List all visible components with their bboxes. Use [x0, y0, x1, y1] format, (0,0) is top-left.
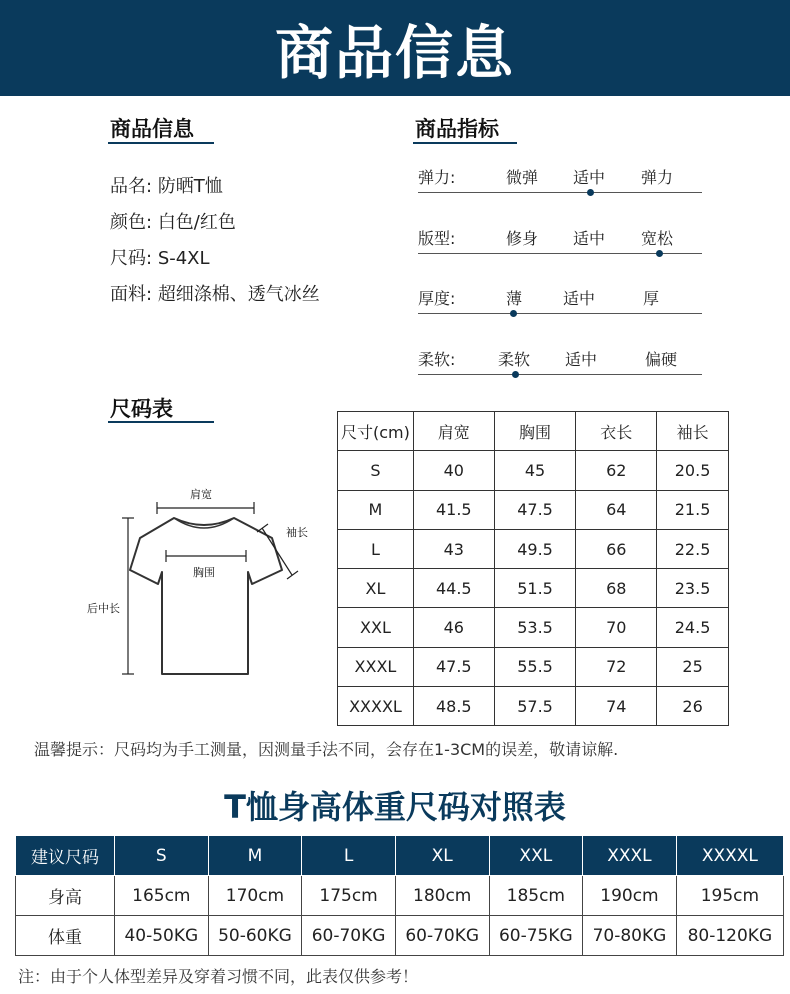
indicator-option: 厚 — [643, 289, 660, 308]
table-cell: 49.5 — [494, 529, 576, 568]
table-cell: M — [338, 490, 414, 529]
table-cell: 47.5 — [413, 647, 494, 686]
reference-note: 注：由于个人体型差异及穿着习惯不同，此表仅供参考！ — [18, 967, 419, 986]
indicator-option: 适中 — [573, 168, 606, 187]
table-cell: 47.5 — [494, 490, 576, 529]
indicator-option: 薄 — [506, 289, 523, 308]
table-cell: 74 — [576, 687, 657, 726]
table-cell: 64 — [576, 490, 657, 529]
indicator-marker — [510, 310, 517, 317]
table-row — [16, 876, 784, 916]
info-row-size — [110, 244, 210, 270]
info-value: S-4XL — [157, 248, 210, 269]
table-cell: 190cm — [583, 876, 677, 916]
measurement-tip: 温馨提示：尺码均为手工测量，因测量手法不同，会存在1-3CM的误差，敬请谅解. — [34, 740, 619, 759]
table-cell: XL — [338, 569, 414, 608]
table-cell: 60-70KG — [395, 916, 489, 956]
table-cell: 66 — [576, 529, 657, 568]
table-cell: 51.5 — [494, 569, 576, 608]
row-header-cell: 身高 — [16, 876, 115, 916]
size-chart-heading: 尺码表 — [110, 397, 173, 421]
table-cell: 60-70KG — [302, 916, 396, 956]
table-cell: 43 — [413, 529, 494, 568]
table-cell: 60-75KG — [489, 916, 583, 956]
indicators-heading: 商品指标 — [415, 117, 499, 141]
table-cell: L — [338, 529, 414, 568]
table-cell: 25 — [657, 647, 729, 686]
height-weight-table — [15, 835, 784, 956]
tshirt-diagram — [82, 480, 322, 690]
header-cell: S — [115, 836, 209, 876]
info-value: 超细涤棉、透气冰丝 — [157, 284, 320, 305]
info-label: 品名: — [110, 176, 153, 197]
table-cell: S — [338, 451, 414, 490]
indicator-option: 适中 — [573, 229, 606, 248]
product-info-underline — [108, 142, 214, 144]
table-cell: 57.5 — [494, 687, 576, 726]
table-cell: 50-60KG — [208, 916, 302, 956]
indicator-marker — [512, 371, 519, 378]
size-table-header — [338, 412, 729, 451]
table-cell: 53.5 — [494, 608, 576, 647]
table-cell: 26 — [657, 687, 729, 726]
info-label: 尺码: — [110, 248, 153, 269]
table-cell: 41.5 — [413, 490, 494, 529]
indicator-option: 偏硬 — [645, 350, 678, 369]
product-info-heading: 商品信息 — [110, 117, 194, 141]
table-row — [338, 529, 729, 568]
info-label: 颜色: — [110, 212, 153, 233]
indicator-marker — [587, 189, 594, 196]
chest-label: 胸围 — [193, 566, 215, 579]
page-title: 商品信息 — [274, 19, 515, 87]
indicator-elasticity — [418, 165, 702, 205]
indicator-option: 宽松 — [641, 229, 674, 248]
indicator-label: 厚度: — [418, 289, 456, 308]
info-row-fabric — [110, 280, 320, 306]
table-row — [338, 451, 729, 490]
header-cell: XL — [395, 836, 489, 876]
info-value: 防晒T恤 — [157, 176, 223, 197]
table-cell: XXXL — [338, 647, 414, 686]
table-cell: 195cm — [676, 876, 783, 916]
row-header-cell: 体重 — [16, 916, 115, 956]
table-cell: 68 — [576, 569, 657, 608]
indicator-marker — [656, 250, 663, 257]
table-cell: 70-80KG — [583, 916, 677, 956]
indicator-fit — [418, 226, 702, 266]
indicator-track — [418, 313, 702, 314]
table-row — [338, 490, 729, 529]
height-weight-title: T恤身高体重尺码对照表 — [224, 788, 566, 826]
indicator-option: 微弹 — [506, 168, 539, 187]
table-cell: 180cm — [395, 876, 489, 916]
table-cell: 175cm — [302, 876, 396, 916]
table-cell: 40 — [413, 451, 494, 490]
indicator-track — [418, 192, 702, 193]
indicator-thickness — [418, 286, 702, 326]
table-cell: 44.5 — [413, 569, 494, 608]
header-cell: XXXL — [583, 836, 677, 876]
table-row — [338, 569, 729, 608]
table-row — [338, 608, 729, 647]
table-cell: 46 — [413, 608, 494, 647]
size-table-header-cell: 袖长 — [657, 412, 729, 451]
indicator-option: 适中 — [563, 289, 596, 308]
info-label: 面料: — [110, 284, 153, 305]
table-cell: 170cm — [208, 876, 302, 916]
table-row — [338, 647, 729, 686]
shoulder-label: 肩宽 — [190, 488, 212, 501]
table-cell: 70 — [576, 608, 657, 647]
indicator-option: 弹力 — [641, 168, 674, 187]
table-cell: 165cm — [115, 876, 209, 916]
info-row-name — [110, 172, 223, 198]
header-cell: XXXXL — [676, 836, 783, 876]
indicator-option: 柔软 — [498, 350, 531, 369]
height-weight-header — [16, 836, 784, 876]
table-cell: XXXXL — [338, 687, 414, 726]
table-cell: 48.5 — [413, 687, 494, 726]
table-cell: 40-50KG — [115, 916, 209, 956]
length-label: 后中长 — [87, 602, 120, 615]
size-table-header-cell: 衣长 — [576, 412, 657, 451]
table-cell: 45 — [494, 451, 576, 490]
table-cell: 80-120KG — [676, 916, 783, 956]
size-table-header-cell: 胸围 — [494, 412, 576, 451]
indicator-label: 弹力: — [418, 168, 456, 187]
header-cell: 建议尺码 — [16, 836, 115, 876]
table-cell: 20.5 — [657, 451, 729, 490]
header-cell: L — [302, 836, 396, 876]
indicators-underline — [413, 142, 517, 144]
table-cell: 185cm — [489, 876, 583, 916]
indicator-softness — [418, 347, 702, 387]
header-cell: M — [208, 836, 302, 876]
tshirt-outline — [130, 518, 282, 674]
indicator-option: 适中 — [565, 350, 598, 369]
table-row — [338, 687, 729, 726]
indicator-option: 修身 — [506, 229, 539, 248]
info-row-color — [110, 208, 236, 234]
table-cell: XXL — [338, 608, 414, 647]
table-cell: 72 — [576, 647, 657, 686]
size-table — [337, 411, 729, 726]
table-cell: 55.5 — [494, 647, 576, 686]
table-cell: 62 — [576, 451, 657, 490]
table-cell: 22.5 — [657, 529, 729, 568]
sleeve-label: 袖长 — [286, 526, 308, 539]
header-cell: XXL — [489, 836, 583, 876]
size-table-header-cell: 尺寸(cm) — [338, 412, 414, 451]
table-row — [16, 916, 784, 956]
header-banner — [0, 0, 790, 96]
size-table-header-cell: 肩宽 — [413, 412, 494, 451]
table-cell: 24.5 — [657, 608, 729, 647]
size-chart-underline — [108, 421, 214, 423]
info-value: 白色/红色 — [157, 212, 236, 233]
indicator-label: 柔软: — [418, 350, 456, 369]
indicator-label: 版型: — [418, 229, 456, 248]
table-cell: 23.5 — [657, 569, 729, 608]
table-cell: 21.5 — [657, 490, 729, 529]
indicator-track — [418, 374, 702, 375]
